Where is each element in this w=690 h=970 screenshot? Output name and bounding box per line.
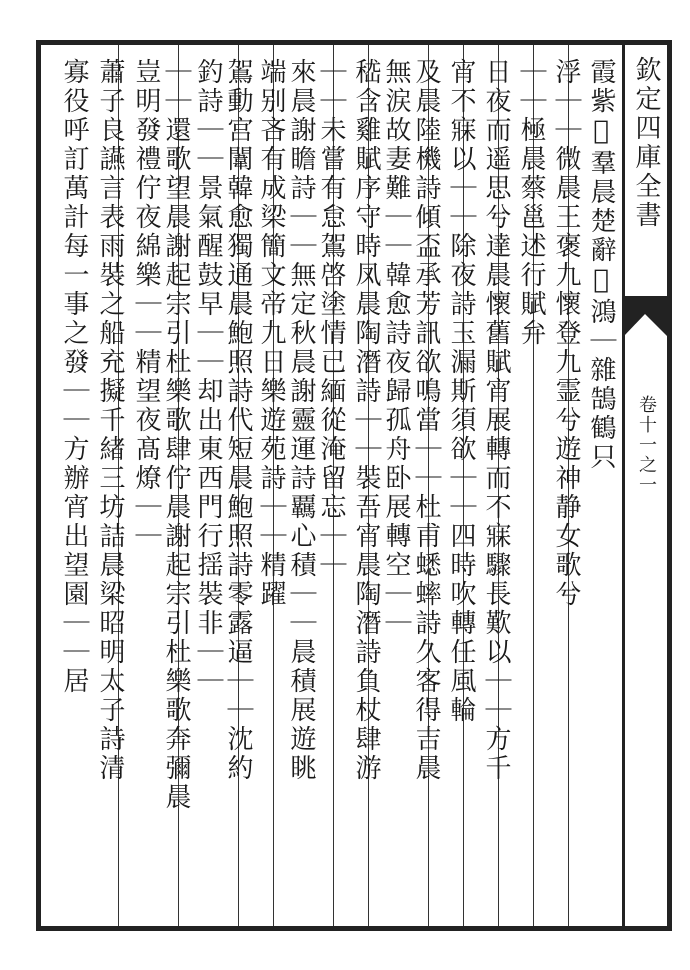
frame-bottom-border xyxy=(36,926,672,931)
text-column: 無涙故妻難｜｜韓愈詩夜歸孤舟卧展轉空｜｜ xyxy=(381,58,411,638)
text-column: 霞紫𦶜羣晨楚辭𪄻鴻｜雜鵠鶴只 xyxy=(586,58,616,472)
text-column: 豈明發禮佇夜綿樂｜｜精望夜髙燎｜｜ xyxy=(131,58,161,551)
text-column: ｜｜未嘗有怠鴐啓塗情已緬從淹留忘｜｜ xyxy=(316,58,346,580)
text-column: 及晨陸機詩傾盃承芳訊欲鳴當｜｜杜甫蟋蟀詩久客得吉晨 xyxy=(411,58,441,783)
text-column: 來晨謝瞻詩｜｜無定秋晨謝靈運詩覊心積｜｜晨積展遊眺 xyxy=(286,58,316,783)
volume-label: 卷十一之一 xyxy=(636,395,657,495)
frame-left-border xyxy=(36,40,41,931)
text-column: ｜｜還歌望晨謝起宗引杜樂歌肆佇晨謝起宗引杜樂歌奔彌晨 xyxy=(161,58,191,812)
text-column: 寡役呼訂萬計每一事之發｜｜方辦宵出望園｜｜居 xyxy=(59,58,89,696)
text-column: 日夜而遥思兮達晨懷舊賦宵展轉而不寐驟長歎以｜｜方千 xyxy=(481,58,511,783)
fish-tail-mark-icon xyxy=(624,296,667,336)
text-column: 浮｜｜微晨王褒九懷登九霊兮遊神静女歌兮 xyxy=(551,58,581,609)
text-column: 宵不寐以｜｜除夜詩玉漏斯須欲｜｜四時吹轉任風輪 xyxy=(446,58,476,725)
text-column: 端别吝有成梁簡文帝九日樂遊苑詩｜｜精躍 xyxy=(256,58,286,609)
text-column: 嵇含雞賦序守時凤晨陶潛詩｜｜裝吾宵晨陶潛詩負杖肆游 xyxy=(351,58,381,783)
text-column: 鴐動宫闈韓愈獨通晨鮑照詩代短晨鮑照詩零露逼｜｜沈約 xyxy=(223,58,253,783)
text-column: 蕭子良讌言表雨裝之船充擬千緒三坊詰晨梁昭明太子詩清 xyxy=(95,58,125,783)
text-column: 釣詩｜｜景氣醒鼓早｜｜却出東西門行揺裝非｜｜ xyxy=(193,58,223,696)
frame-right-border xyxy=(667,40,672,931)
frame-top-border xyxy=(36,40,672,45)
book-title: 欽定四庫全書 xyxy=(631,56,661,230)
text-column: ｜｜極晨蔡邕述行賦弁 xyxy=(516,58,546,348)
